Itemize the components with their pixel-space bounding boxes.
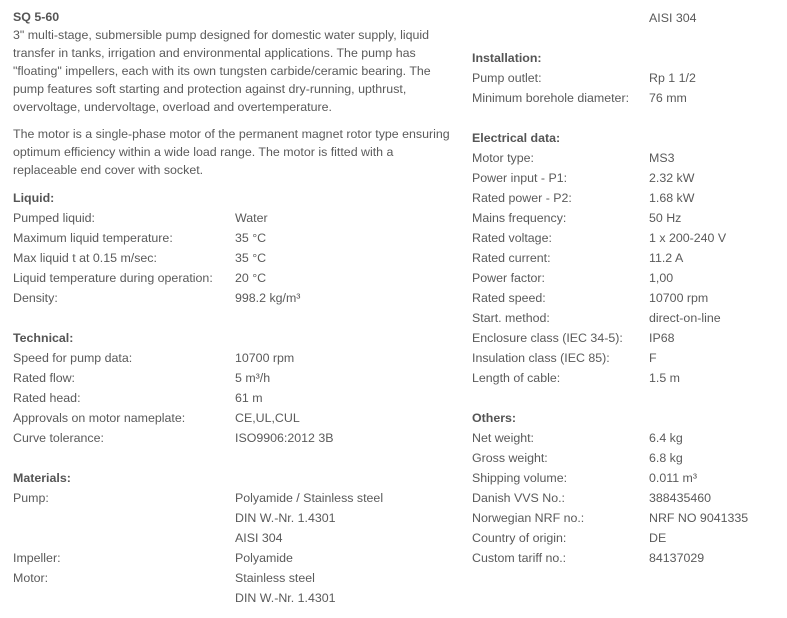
- spec-label: Power input - P1:: [472, 171, 568, 185]
- spec-label: Maximum liquid temperature:: [13, 231, 173, 245]
- spec-row-impeller-material: [13, 548, 453, 568]
- spec-row-norwegian-nrf: [472, 508, 782, 528]
- spec-value: 20 °C: [235, 271, 267, 285]
- spec-value: MS3: [649, 151, 675, 165]
- product-title: SQ 5-60: [13, 10, 60, 24]
- spec-value: 388435460: [649, 491, 712, 505]
- spec-value: 1,00: [649, 271, 674, 285]
- spec-value: 6.4 kg: [649, 431, 683, 445]
- spec-row-cable-length: [472, 368, 782, 388]
- spec-row-rated-power: [472, 188, 782, 208]
- spec-row-density: [13, 288, 453, 308]
- liquid-section: [13, 188, 453, 308]
- spec-value: Water: [235, 211, 268, 225]
- installation-section: [472, 48, 782, 108]
- spec-value: 998.2 kg/m³: [235, 291, 301, 305]
- material-line: Polyamide / Stainless steel: [235, 491, 384, 505]
- spec-label: Danish VVS No.:: [472, 491, 565, 505]
- technical-section: [13, 328, 453, 448]
- spec-label: Rated power - P2:: [472, 191, 572, 205]
- spec-row-liquid-temp-operation: [13, 268, 453, 288]
- spec-label: Pump outlet:: [472, 71, 542, 85]
- spec-value: 50 Hz: [649, 211, 682, 225]
- spec-value: 35 °C: [235, 251, 267, 265]
- spec-row-pump-material: [13, 488, 453, 548]
- spec-row-max-liquid-temp: [13, 228, 453, 248]
- spec-label: Rated speed:: [472, 291, 546, 305]
- spec-label: Liquid temperature during operation:: [13, 271, 213, 285]
- spec-row-enclosure-class: [472, 328, 782, 348]
- spec-label: Rated voltage:: [472, 231, 552, 245]
- spec-label: Speed for pump data:: [13, 351, 133, 365]
- spec-row-pumped-liquid: [13, 208, 453, 228]
- spec-row-rated-speed: [472, 288, 782, 308]
- spec-label: Impeller:: [13, 551, 61, 565]
- spec-label: Custom tariff no.:: [472, 551, 567, 565]
- spec-label: Length of cable:: [472, 371, 561, 385]
- spec-label: Curve tolerance:: [13, 431, 104, 445]
- spec-label: Shipping volume:: [472, 471, 568, 485]
- spec-value: 84137029: [649, 551, 705, 565]
- material-line: AISI 304: [649, 11, 697, 25]
- spec-label: Pumped liquid:: [13, 211, 95, 225]
- spec-value: 76 mm: [649, 91, 687, 105]
- spec-row-max-liquid-t-velocity: [13, 248, 453, 268]
- spec-label: Insulation class (IEC 85):: [472, 351, 610, 365]
- spec-value: Polyamide: [235, 551, 293, 565]
- spec-row-approvals: [13, 408, 453, 428]
- spec-row-rated-head: [13, 388, 453, 408]
- spec-label: Gross weight:: [472, 451, 548, 465]
- spec-label: Mains frequency:: [472, 211, 567, 225]
- spec-value: ISO9906:2012 3B: [235, 431, 334, 445]
- spec-label: Power factor:: [472, 271, 545, 285]
- spec-row-net-weight: [472, 428, 782, 448]
- spec-row-motor-type: [472, 148, 782, 168]
- spec-row-start-method: [472, 308, 782, 328]
- spec-value: [235, 568, 453, 608]
- spec-row-motor-material: [13, 568, 453, 608]
- spec-value: 1.5 m: [649, 371, 680, 385]
- spec-label: Net weight:: [472, 431, 534, 445]
- spec-row-pump-outlet: [472, 68, 782, 88]
- technical-section-title: Technical:: [13, 331, 74, 345]
- spec-row-rated-flow: [13, 368, 453, 388]
- spec-row-curve-tolerance: [13, 428, 453, 448]
- spec-row-insulation-class: [472, 348, 782, 368]
- spec-label: Approvals on motor nameplate:: [13, 411, 186, 425]
- spec-label: Rated current:: [472, 251, 551, 265]
- spec-label: Motor type:: [472, 151, 534, 165]
- spec-label: Motor:: [13, 571, 49, 585]
- spec-label: Rated head:: [13, 391, 81, 405]
- others-section-title: Others:: [472, 411, 517, 425]
- spec-row-country-of-origin: [472, 528, 782, 548]
- spec-value: 6.8 kg: [649, 451, 683, 465]
- materials-section: [13, 468, 453, 608]
- spec-value: 10700 rpm: [235, 351, 295, 365]
- product-description-1: 3" multi-stage, submersible pump designed for domestic water supply, liquid transfer in tanks, irrigation and environmental applications. The pump has "floating" impellers, each with its own tungsten carbide/ceramic bearing. The pump features soft starting and protection against dry-running, upthrust, overvoltage, undervoltage, overload and overtemperature.: [13, 28, 431, 114]
- electrical-section: [472, 128, 782, 388]
- motor-material-continuation: [472, 8, 782, 28]
- spec-row-power-factor: [472, 268, 782, 288]
- spec-row-min-borehole: [472, 88, 782, 108]
- others-section: [472, 408, 782, 568]
- spec-value: 10700 rpm: [649, 291, 709, 305]
- material-line: DIN W.-Nr. 1.4301: [235, 591, 336, 605]
- material-line: DIN W.-Nr. 1.4301: [235, 511, 336, 525]
- left-column: [13, 8, 453, 608]
- spec-value: direct-on-line: [649, 311, 721, 325]
- product-description-2: The motor is a single-phase motor of the permanent magnet rotor type ensuring optimum efficiency within a wide load range. The motor is fitted with a replaceable end cover with socket.: [13, 127, 450, 177]
- spec-row-mains-frequency: [472, 208, 782, 228]
- spec-label: Norwegian NRF no.:: [472, 511, 585, 525]
- spec-row-custom-tariff: [472, 548, 782, 568]
- spec-row-danish-vvs: [472, 488, 782, 508]
- spec-value: 2.32 kW: [649, 171, 695, 185]
- spec-row-speed: [13, 348, 453, 368]
- spec-label: Pump:: [13, 491, 49, 505]
- spec-value: 1 x 200-240 V: [649, 231, 727, 245]
- spec-value: 0.011 m³: [649, 471, 697, 485]
- spec-value: Rp 1 1/2: [649, 71, 696, 85]
- materials-section-title: Materials:: [13, 471, 71, 485]
- electrical-section-title: Electrical data:: [472, 131, 561, 145]
- spec-value: 5 m³/h: [235, 371, 271, 385]
- spec-value: DE: [649, 531, 667, 545]
- spec-value: CE,UL,CUL: [235, 411, 300, 425]
- spec-label: Enclosure class (IEC 34-5):: [472, 331, 623, 345]
- spec-value: 1.68 kW: [649, 191, 695, 205]
- material-line: Stainless steel: [235, 571, 315, 585]
- spec-value: F: [649, 351, 657, 365]
- installation-section-title: Installation:: [472, 51, 542, 65]
- spec-value: 11.2 A: [649, 251, 684, 265]
- spec-row-shipping-volume: [472, 468, 782, 488]
- spec-label: Rated flow:: [13, 371, 75, 385]
- spec-value: 35 °C: [235, 231, 267, 245]
- spec-value: 61 m: [235, 391, 263, 405]
- spec-label: Minimum borehole diameter:: [472, 91, 630, 105]
- spec-label: Country of origin:: [472, 531, 567, 545]
- spec-row-power-input: [472, 168, 782, 188]
- liquid-section-title: Liquid:: [13, 191, 55, 205]
- spec-value: NRF NO 9041335: [649, 511, 749, 525]
- material-line: AISI 304: [235, 531, 283, 545]
- spec-row-rated-voltage: [472, 228, 782, 248]
- right-column: [472, 8, 782, 568]
- spec-row-gross-weight: [472, 448, 782, 468]
- spec-value: IP68: [649, 331, 675, 345]
- spec-label: Start. method:: [472, 311, 550, 325]
- spec-label: Density:: [13, 291, 58, 305]
- spec-row-rated-current: [472, 248, 782, 268]
- spec-label: Max liquid t at 0.15 m/sec:: [13, 251, 157, 265]
- spec-value: [235, 488, 453, 548]
